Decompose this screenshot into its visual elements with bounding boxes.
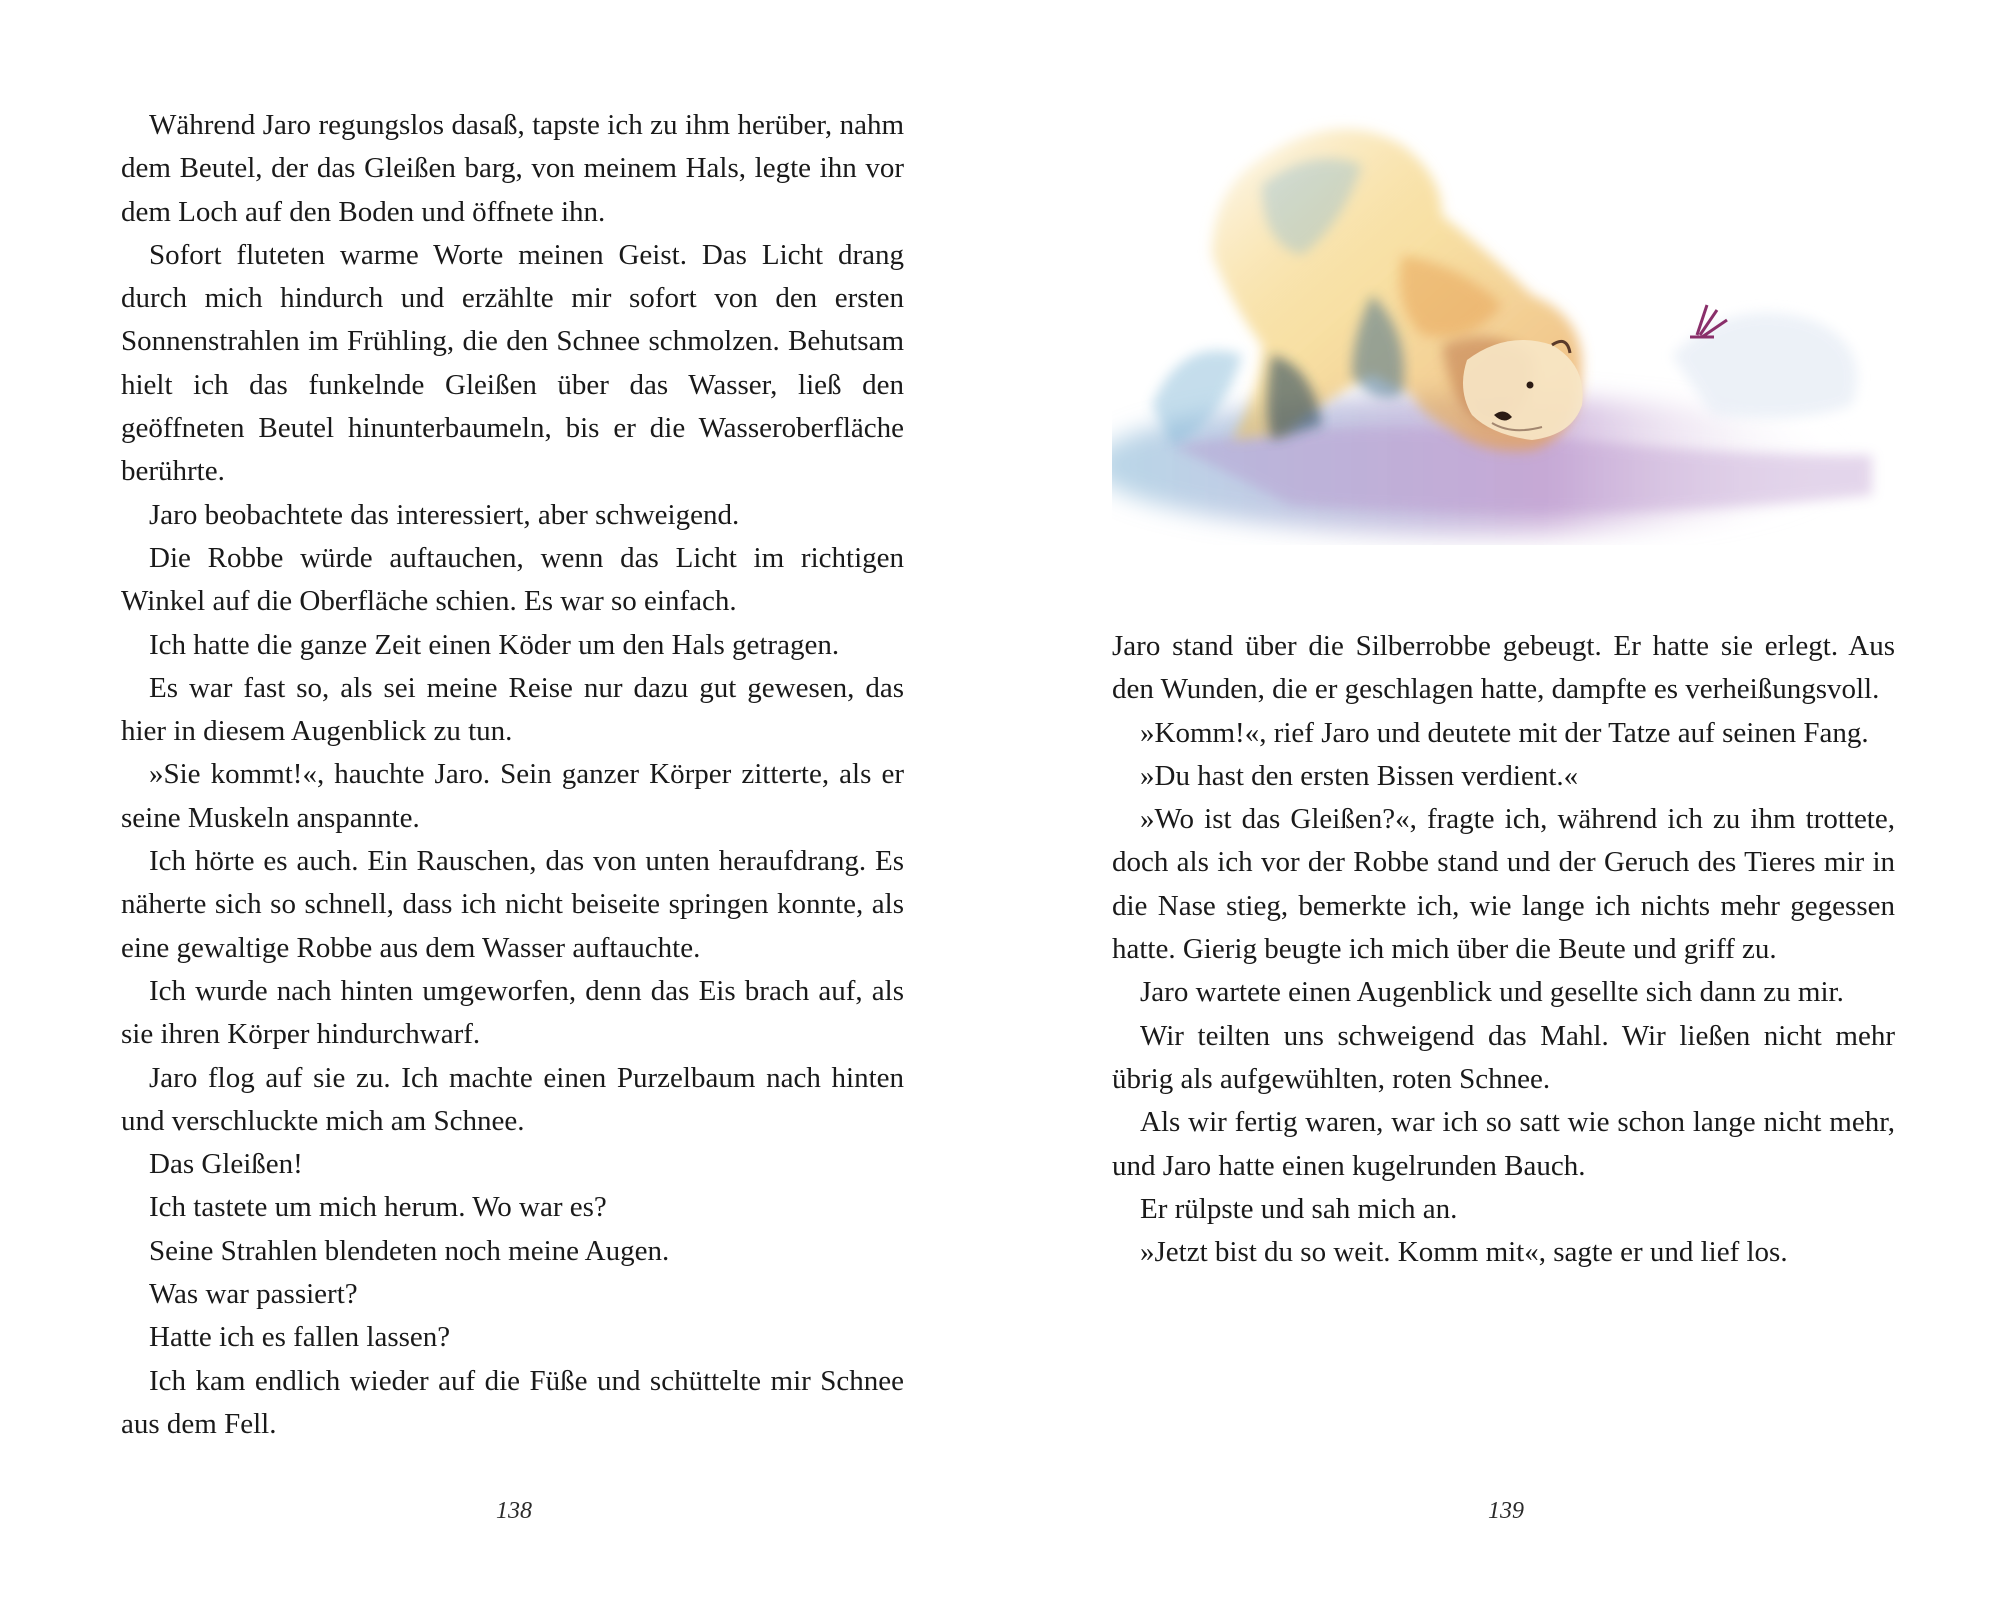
paragraph: »Komm!«, rief Jaro und deutete mit der Tatze auf seinen Fang. [1140,716,1869,749]
paragraph: Die Robbe würde auftauchen, wenn das Licht im richtigen Winkel auf die Oberfläche schien. Es war so einfach. [121,541,904,618]
left-page-text [121,104,904,1446]
paragraph: Es war fast so, als sei meine Reise nur dazu gut gewesen, das hier in diesem Augenblick zu tun. [121,671,904,748]
page-number: 138 [496,1498,532,1524]
paragraph: »Jetzt bist du so weit. Komm mit«, sagte er und lief los. [1140,1236,1788,1269]
paragraph: Sofort fluteten warme Worte meinen Geist. Das Licht drang durch mich hindurch und erzählte mir sofort von den ersten Sonnenstrahlen im Frühling, die den Schnee schmolzen. Behutsam hielt ich das funkelnde Gleißen über das Wasser, ließ den geöffneten Beutel hinunterbaumeln, bis er die Wasseroberfläche berührte. [121,238,904,488]
paragraph: Jaro stand über die Silberrobbe gebeugt. Er hatte sie erlegt. Aus den Wunden, die er geschlagen hatte, dampfte es verheißungsvoll. [1112,630,1895,706]
paragraph: Jaro beobachtete das interessiert, aber schweigend. [149,498,740,531]
paragraph: Was war passiert? [149,1278,358,1311]
paragraph: »Du hast den ersten Bissen verdient.« [1140,759,1579,792]
paragraph: Ich hörte es auch. Ein Rauschen, das von unten heraufdrang. Es näherte sich so schnell, dass ich nicht beiseite springen konnte, als eine gewaltige Robbe aus dem Wasser auftauchte. [121,845,904,964]
paragraph: Wir teilten uns schweigend das Mahl. Wir ließen nicht mehr übrig als aufgewühlten, roten Schnee. [1112,1019,1895,1095]
polar-bear-illustration [1112,105,1892,545]
right-page [1000,0,2000,1600]
paragraph: Als wir fertig waren, war ich so satt wie schon lange nicht mehr, und Jaro hatte einen kugelrunden Bauch. [1112,1106,1895,1182]
paragraph: Ich tastete um mich herum. Wo war es? [149,1191,607,1224]
paragraph: Das Gleißen! [149,1148,303,1181]
paragraph: Er rülpste und sah mich an. [1140,1192,1458,1225]
paragraph: Jaro wartete einen Augenblick und gesellte sich dann zu mir. [1140,976,1844,1009]
paragraph: Während Jaro regungslos dasaß, tapste ich zu ihm herüber, nahm dem Beutel, der das Gleißen barg, von meinem Hals, legte ihn vor dem Loch auf den Boden und öffnete ihn. [121,109,904,228]
paragraph: Ich wurde nach hinten umgeworfen, denn das Eis brach auf, als sie ihren Körper hindurchwarf. [121,974,904,1051]
right-page-text [1112,625,1895,1274]
paragraph: »Wo ist das Gleißen?«, fragte ich, während ich zu ihm trottete, doch als ich vor der Robbe stand und der Geruch des Tieres mir in die Nase stieg, bemerkte ich, wie lange ich nichts mehr gegessen hatte. Gierig beugte ich mich über die Beute und griff zu. [1112,803,1895,966]
paragraph: Hatte ich es fallen lassen? [149,1321,451,1354]
paragraph: Ich kam endlich wieder auf die Füße und schüttelte mir Schnee aus dem Fell. [121,1364,904,1440]
paragraph: Ich hatte die ganze Zeit einen Köder um den Hals getragen. [149,628,840,661]
bear-eye [1527,382,1534,389]
paragraph: Seine Strahlen blendeten noch meine Augen. [149,1234,670,1267]
page-number: 139 [1488,1498,1524,1524]
paragraph: »Sie kommt!«, hauchte Jaro. Sein ganzer Körper zitterte, als er seine Muskeln anspannte. [121,758,904,834]
paragraph: Jaro flog auf sie zu. Ich machte einen Purzelbaum nach hinten und verschluckte mich am Schnee. [121,1061,904,1137]
